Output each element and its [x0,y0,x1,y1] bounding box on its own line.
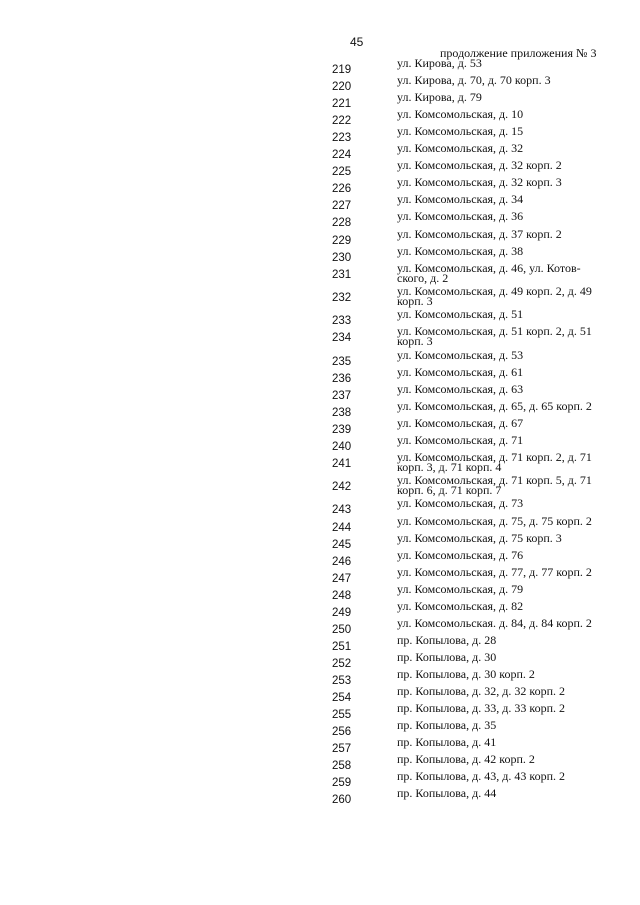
row-address: ул. Комсомольская, д. 32 корп. 2 [397,158,562,173]
row-address: ул. Комсомольская. д. 84, д. 84 корп. 2 [397,615,592,630]
appendix-continuation-note: продолжение приложения № 3 [440,46,597,60]
row-address: ул. Комсомольская, д. 32 корп. 3 [397,175,562,190]
row-address: ул. Кирова, д. 70, д. 70 корп. 3 [397,73,551,88]
row-address: ул. Комсомольская, д. 51 [397,307,524,322]
row-number: 224 [332,149,352,162]
row-number: 259 [332,777,352,790]
row-address: пр. Копылова, д. 32, д. 32 корп. 2 [397,684,565,698]
row-number: 247 [332,572,352,585]
row-address: ул. Комсомольская, д. 65, д. 65 корп. 2 [397,398,592,413]
row-address: пр. Копылова, д. 44 [397,786,497,801]
table-row [0,398,640,419]
table-row [0,75,640,92]
row-number: 252 [332,657,352,670]
table-row [0,283,640,309]
row-address: ул. Комсомольская, д. 46, ул. Котов- ского, д. 2 [397,260,581,285]
row-number: 226 [332,183,352,196]
row-number: 229 [332,234,352,247]
row-address: ул. Комсомольская, д. 32 [397,141,524,156]
row-address: ул. Комсомольская, д. 82 [397,598,524,613]
row-address: ул. Комсомольская, д. 71 корп. 5, д. 71 корп. 6, д. 71 корп. 7 [397,473,592,498]
table-row [0,260,640,286]
row-number: 257 [332,743,352,756]
row-number: 245 [332,538,352,551]
row-number: 241 [332,457,352,470]
row-number: 248 [332,589,352,602]
row-number: 249 [332,606,352,619]
table-row [0,475,640,498]
row-address: пр. Копылова, д. 35 [397,718,497,733]
table-row [0,347,640,368]
table-row [0,415,640,436]
row-address: ул. Комсомольская, д. 77, д. 77 корп. 2 [397,564,592,579]
row-address: пр. Копылова, д. 41 [397,735,497,750]
table-row [0,564,640,585]
row-address: ул. Комсомольская, д. 38 [397,243,524,258]
row-number: 222 [332,115,352,128]
row-number: 240 [332,440,352,453]
row-address: ул. Комсомольская, д. 75, д. 75 корп. 2 [397,513,592,528]
table-row [0,364,640,385]
row-number: 237 [332,389,352,402]
row-number: 251 [332,640,352,653]
row-address: пр. Копылова, д. 33, д. 33 корп. 2 [397,701,565,716]
row-address: ул. Комсомольская, д. 75 корп. 3 [397,530,562,545]
row-number: 255 [332,709,352,722]
row-number: 258 [332,760,352,773]
table-row [0,194,640,211]
table-row [0,615,640,636]
row-number: 242 [332,481,352,494]
row-address: ул. Комсомольская, д. 15 [397,124,524,139]
table-row [0,126,640,143]
table-row [0,703,640,720]
row-number: 232 [332,291,352,304]
row-address: пр. Копылова, д. 43, д. 43 корп. 2 [397,769,565,784]
table-row [0,92,640,109]
table-row [0,771,640,788]
row-number: 236 [332,372,352,385]
table-row [0,788,640,805]
row-address: ул. Комсомольская, д. 51 корп. 2, д. 51 корп. 3 [397,324,592,349]
row-number: 243 [332,504,352,517]
row-address: ул. Комсомольская, д. 36 [397,209,524,224]
table-row [0,109,640,126]
table-row [0,513,640,534]
row-number: 228 [332,217,352,230]
row-number: 231 [332,268,352,281]
row-number: 253 [332,674,352,687]
row-number: 221 [332,98,352,111]
table-row [0,226,640,247]
table-row [0,720,640,737]
page-number: 45 [350,35,364,49]
row-number: 220 [332,81,352,94]
table-row [0,737,640,754]
row-address: ул. Комсомольская, д. 71 корп. 2, д. 71 корп. 3, д. 71 корп. 4 [397,449,592,474]
row-address: пр. Копылова, д. 30 [397,649,497,664]
row-number: 235 [332,355,352,368]
row-address: ул. Комсомольская, д. 10 [397,107,524,122]
row-address: ул. Комсомольская, д. 79 [397,581,524,596]
row-address: пр. Копылова, д. 28 [397,632,497,647]
row-address: ул. Комсомольская, д. 73 [397,496,524,511]
row-number: 219 [332,64,352,76]
row-address: ул. Комсомольская, д. 63 [397,381,524,396]
row-number: 260 [332,794,352,807]
table-row [0,498,640,515]
row-number: 233 [332,315,352,328]
table-row [0,530,640,551]
table-row [0,326,640,349]
row-number: 256 [332,726,352,739]
row-address: ул. Комсомольская, д. 67 [397,415,524,430]
row-address: ул. Комсомольская, д. 61 [397,364,524,379]
row-number: 254 [332,692,352,704]
row-number: 239 [332,423,352,436]
row-number: 227 [332,200,352,213]
row-address: ул. Комсомольская, д. 37 корп. 2 [397,226,562,241]
row-number: 223 [332,132,352,145]
row-address: ул. Комсомольская, д. 71 [397,432,524,447]
table-row [0,649,640,670]
table-row [0,581,640,602]
row-number: 238 [332,406,352,419]
row-address: пр. Копылова, д. 42 корп. 2 [397,752,535,767]
table-row [0,449,640,475]
row-address: ул. Комсомольская, д. 34 [397,192,524,207]
table-row [0,211,640,228]
row-address: ул. Кирова, д. 79 [397,90,482,105]
table-row [0,177,640,194]
row-address: ул. Комсомольская, д. 76 [397,547,524,562]
row-number: 250 [332,623,352,636]
row-number: 234 [332,332,352,345]
row-number: 244 [332,521,352,534]
row-address: ул. Кирова, д. 53 [397,56,482,70]
row-number: 230 [332,251,352,264]
row-number: 225 [332,166,352,179]
row-address: ул. Комсомольская, д. 49 корп. 2, д. 49 корп. 3 [397,283,592,308]
table-row [0,632,640,653]
row-number: 246 [332,555,352,568]
row-address: пр. Копылова, д. 30 корп. 2 [397,666,535,681]
row-address: ул. Комсомольская, д. 53 [397,347,524,362]
